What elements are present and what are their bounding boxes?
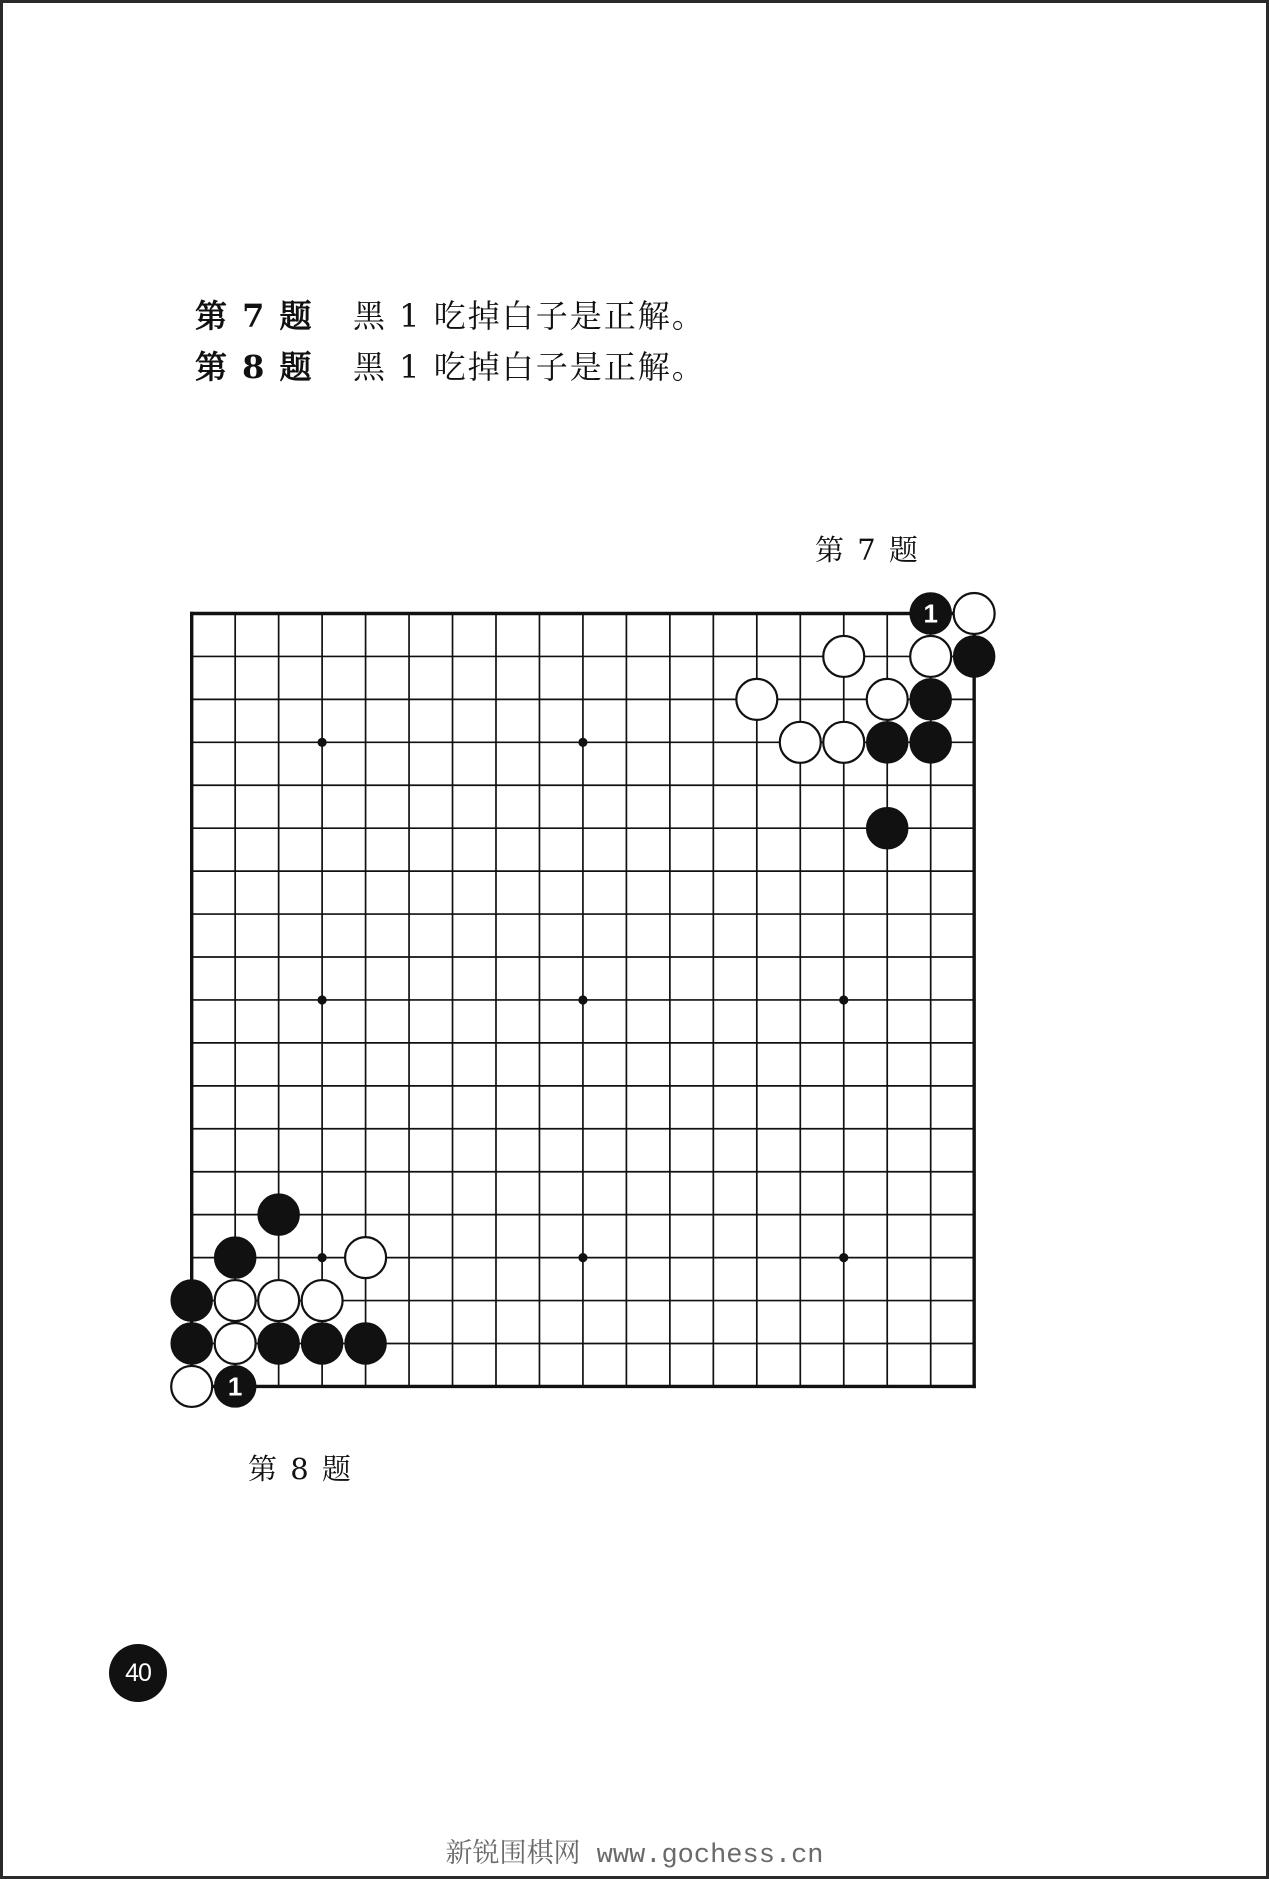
page-number-badge: 40 (109, 1644, 167, 1702)
answer-text: 黑 1 吃掉白子是正解。 (353, 297, 706, 335)
white-stone (345, 1237, 386, 1278)
black-stone (302, 1323, 343, 1364)
stone-move-number: 1 (227, 1371, 243, 1402)
white-stone (867, 679, 908, 720)
white-stone (954, 593, 995, 634)
black-stone (910, 679, 951, 720)
stone-move-number: 1 (923, 598, 938, 629)
black-stone (171, 1280, 212, 1321)
black-stone (867, 808, 908, 849)
black-stone (910, 722, 951, 763)
answer-label: 第 8 题 (195, 348, 314, 386)
white-stone (171, 1366, 212, 1407)
star-point (318, 738, 327, 747)
black-stone (867, 722, 908, 763)
white-stone (910, 636, 951, 677)
star-point (578, 995, 587, 1004)
star-point (318, 1253, 327, 1262)
star-point (578, 1253, 587, 1262)
white-stone (780, 722, 821, 763)
problem-8-label: 第 8 题 (248, 1452, 353, 1486)
answer-line-problem-8 (195, 348, 706, 386)
answer-label: 第 7 题 (195, 297, 314, 335)
white-stone (736, 679, 777, 720)
answer-text: 黑 1 吃掉白子是正解。 (353, 348, 706, 386)
star-point (578, 738, 587, 747)
answer-line-problem-7 (195, 297, 706, 335)
black-stone (215, 1237, 256, 1278)
white-stone (215, 1323, 256, 1364)
problem-7-label: 第 7 题 (815, 533, 920, 567)
black-stone (258, 1323, 299, 1364)
star-point (839, 1253, 848, 1262)
star-point (318, 995, 327, 1004)
black-stone (954, 636, 995, 677)
star-point (839, 995, 848, 1004)
black-stone (171, 1323, 212, 1364)
black-stone (345, 1323, 386, 1364)
white-stone (258, 1280, 299, 1321)
black-stone (258, 1194, 299, 1235)
site-watermark: 新锐围棋网 www.gochess.cn (445, 1841, 824, 1871)
white-stone (823, 722, 864, 763)
white-stone (215, 1280, 256, 1321)
go-board (150, 570, 1030, 1430)
white-stone (823, 636, 864, 677)
white-stone (302, 1280, 343, 1321)
